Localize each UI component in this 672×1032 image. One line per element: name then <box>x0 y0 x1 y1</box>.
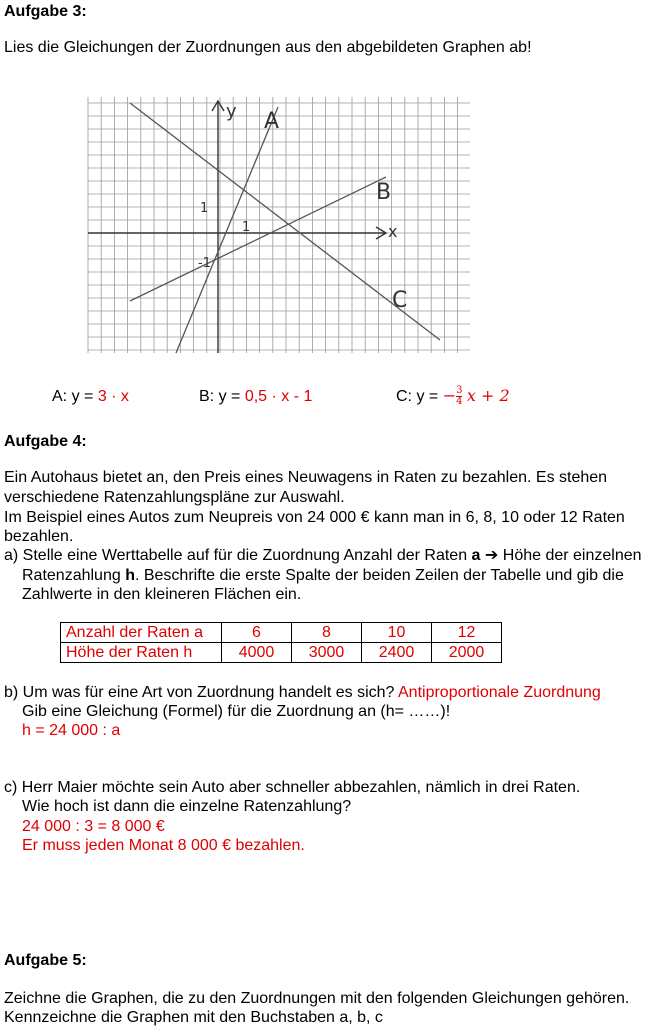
answer-b: B: y = 0,5 · x - 1 <box>199 388 313 405</box>
task-c-answer-1: 24 000 : 3 = 8 000 € <box>22 818 165 835</box>
answer-a: A: y = 3 · x <box>52 388 129 405</box>
task-a-line-3: Zahlwerte in den kleineren Flächen ein. <box>22 586 302 603</box>
table-row <box>61 623 502 643</box>
y-tick-neg-label: -1 <box>198 256 211 271</box>
aufgabe4-intro-3: Im Beispiel eines Autos zum Neupreis von 24 000 € kann man in 6, 8, 10 oder 12 Raten <box>4 509 625 526</box>
task-a-line-2: Ratenzahlung h. Beschrifte die erste Spalte der beiden Zeilen der Tabelle und gib die <box>22 567 624 584</box>
task-b-line-2: Gib eine Gleichung (Formel) für die Zuordnung an (h= ……)! <box>22 703 451 720</box>
graph-line-b <box>130 177 386 301</box>
aufgabe5-line-1: Zeichne die Graphen, die zu den Zuordnungen mit den folgenden Gleichungen gehören. <box>4 990 630 1007</box>
y-tick-label: 1 <box>200 201 209 216</box>
aufgabe5-title: Aufgabe 5: <box>4 952 87 969</box>
task-c-line-1: c) Herr Maier möchte sein Auto aber schneller abbezahlen, nämlich in drei Raten. <box>4 779 581 796</box>
aufgabe4-intro-1: Ein Autohaus bietet an, den Preis eines Neuwagens in Raten zu bezahlen. Es stehen <box>4 469 608 486</box>
fraction: $\frac{3}{4}$ <box>456 385 463 408</box>
table-cell: 6 <box>222 623 292 643</box>
aufgabe3-title: Aufgabe 3: <box>4 3 87 20</box>
task-c-line-2: Wie hoch ist dann die einzelne Ratenzahlung? <box>22 798 352 815</box>
task-a-line-1: a) Stelle eine Werttabelle auf für die Zuordnung Anzahl der Raten a ➔ Höhe der einzelnen <box>4 547 642 564</box>
task-b-answer: h = 24 000 : a <box>22 722 121 739</box>
task-b-line-1: b) Um was für eine Art von Zuordnung handelt es sich? Antiproportionale Zuordnung <box>4 684 601 701</box>
task-c-answer-2: Er muss jeden Monat 8 000 € bezahlen. <box>22 837 305 854</box>
y-axis-label: y <box>226 101 237 122</box>
table-cell: 2000 <box>432 643 502 663</box>
value-table <box>60 622 502 663</box>
answer-c: C: y = − $\frac{3}{4}$ x + 2 <box>396 385 510 408</box>
table-cell: 12 <box>432 623 502 643</box>
x-axis-label: x <box>388 222 398 241</box>
arrow-right-icon: ➔ <box>484 547 499 564</box>
aufgabe4-intro-2: verschiedene Ratenzahlungspläne zur Auswahl. <box>4 489 345 506</box>
table-cell: 3000 <box>292 643 362 663</box>
aufgabe4-intro-4: bezahlen. <box>4 528 74 545</box>
coordinate-graph <box>86 95 472 357</box>
table-row <box>61 643 502 663</box>
line-label-c: C <box>392 288 408 313</box>
aufgabe4-title: Aufgabe 4: <box>4 433 87 450</box>
table-cell: 2400 <box>362 643 432 663</box>
aufgabe3-instruction: Lies die Gleichungen der Zuordnungen aus den abgebildeten Graphen ab! <box>4 39 532 56</box>
graph-line-a <box>176 107 278 353</box>
aufgabe5-line-2: Kennzeichne die Graphen mit den Buchstaben a, b, c <box>4 1009 383 1026</box>
table-cell: 8 <box>292 623 362 643</box>
line-label-b: B <box>376 180 392 205</box>
table-cell: 4000 <box>222 643 292 663</box>
x-tick-label: 1 <box>242 220 251 235</box>
line-label-a: A <box>264 109 280 134</box>
table-cell: 10 <box>362 623 432 643</box>
table-cell: Anzahl der Raten a <box>61 623 222 643</box>
table-cell: Höhe der Raten h <box>61 643 222 663</box>
